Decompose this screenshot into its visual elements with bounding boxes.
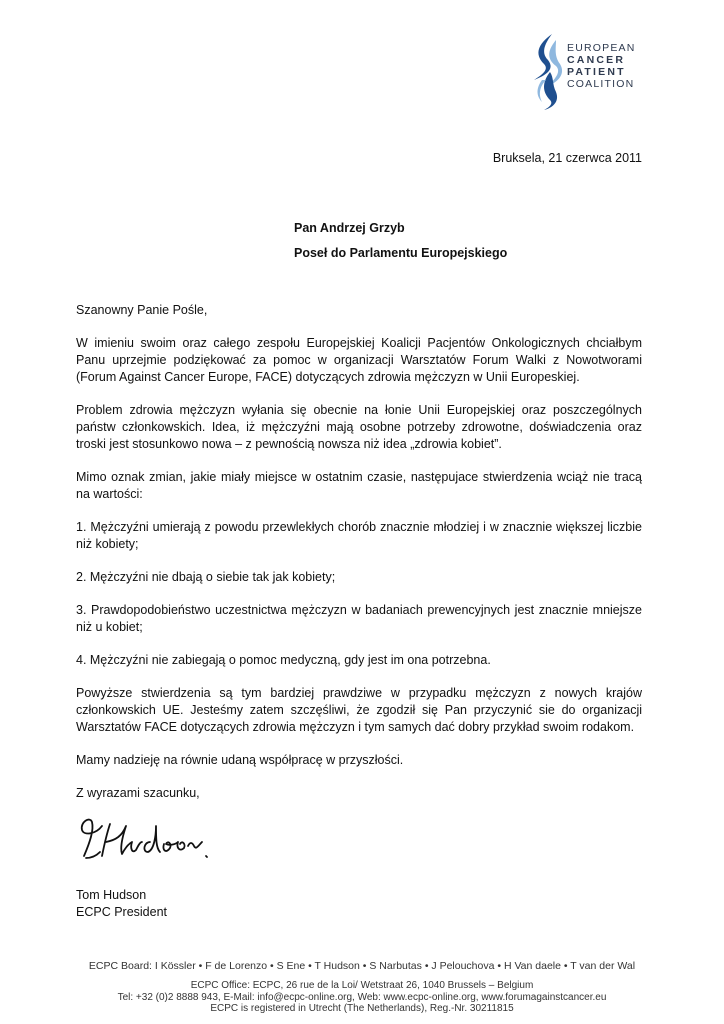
closing: Z wyrazami szacunku, <box>76 786 200 800</box>
body-paragraph: Mimo oznak zmian, jakie miały miejsce w ostatnim czasie, następujace stwierdzenia wciąż nie tracą na wartości: <box>76 470 642 501</box>
addressee-title: Poseł do Parlamentu Europejskiego <box>294 246 508 260</box>
logo-line-cancer: CANCER <box>567 54 626 66</box>
signer-block <box>76 887 167 921</box>
body-paragraph: W imieniu swoim oraz całego zespołu Europejskiej Koalicji Pacjentów Onkologicznych chciałbym Panu uprzejmie podziękować za pomoc w organizacji Warsztatów Forum Walki z Nowotworami (Forum Against Cancer Europe, FACE) dotyczących zdrowia mężczyzn w Unii Europeskiej. <box>76 336 642 384</box>
footer-board: ECPC Board: I Kössler • F de Lorenzo • S Ene • T Hudson • S Narbutas • J Pelouchova • H Van daele • T van der Wal <box>88 960 636 972</box>
ecpc-logo <box>528 30 648 110</box>
logo-line-coalition: COALITION <box>567 78 635 90</box>
addressee-block <box>294 220 507 270</box>
letter-date: Bruksela, 21 czerwca 2011 <box>492 151 642 165</box>
ribbon-logo-icon <box>528 30 568 110</box>
list-item: 4. Mężczyźni nie zabiegają o pomoc medyczną, gdy jest im ona potrzebna. <box>76 653 491 667</box>
body-paragraph: Powyższe stwierdzenia są tym bardziej prawdziwe w przypadku mężczyzn z nowych krajów członkowskich UE. Jesteśmy zatem szczęśliwi, że zgodził się Pan przyczynić sie do organizacji Warsztatów FACE dotyczących zdrowia mężczyzn i tym samych dać dobry przykład swoim rodakom. <box>76 686 642 734</box>
footer <box>0 960 724 1015</box>
list-item: 2. Mężczyźni nie dbają o siebie tak jak kobiety; <box>76 570 336 584</box>
letter-body <box>76 302 642 818</box>
footer-contact: Tel: +32 (0)2 8888 943, E-Mail: info@ecpc-online.org, Web: www.ecpc-online.org, www.forumagainstcancer.eu <box>117 991 607 1003</box>
list-item: 3. Prawdopodobieństwo uczestnictwa mężczyzn w badaniach prewencyjnych jest znacznie mniejsze niż u kobiet; <box>76 603 642 634</box>
logo-line-european: EUROPEAN <box>567 42 636 54</box>
list-item: 1. Mężczyźni umierają z powodu przewlekłych chorób znacznie młodziej i w znacznie większej liczbie niż kobiety; <box>76 520 642 551</box>
body-paragraph: Problem zdrowia mężczyzn wyłania się obecnie na łonie Unii Europejskiej oraz poszczególnych państw członkowskich. Idea, iż mężczyźni mają osobne potrzeby zdrowotne, doświadczenia oraz troski jest stosunkowo nowa – z pewnością nowsza niż idea „zdrowia kobiet”. <box>76 403 642 451</box>
logo-wordmark <box>567 42 636 90</box>
logo-line-patient: PATIENT <box>567 66 626 78</box>
salutation: Szanowny Panie Pośle, <box>76 303 208 317</box>
footer-registration: ECPC is registered in Utrecht (The Netherlands), Reg.-Nr. 30211815 <box>210 1003 514 1014</box>
footer-office: ECPC Office: ECPC, 26 rue de la Loi/ Wetstraat 26, 1040 Brussels – Belgium <box>190 980 534 991</box>
signer-name: Tom Hudson <box>76 888 147 902</box>
addressee-name: Pan Andrzej Grzyb <box>294 221 405 235</box>
signer-title: ECPC President <box>76 905 168 919</box>
body-paragraph: Mamy nadzieję na równie udaną współpracę w przyszłości. <box>76 753 404 767</box>
handwritten-signature <box>76 812 216 868</box>
